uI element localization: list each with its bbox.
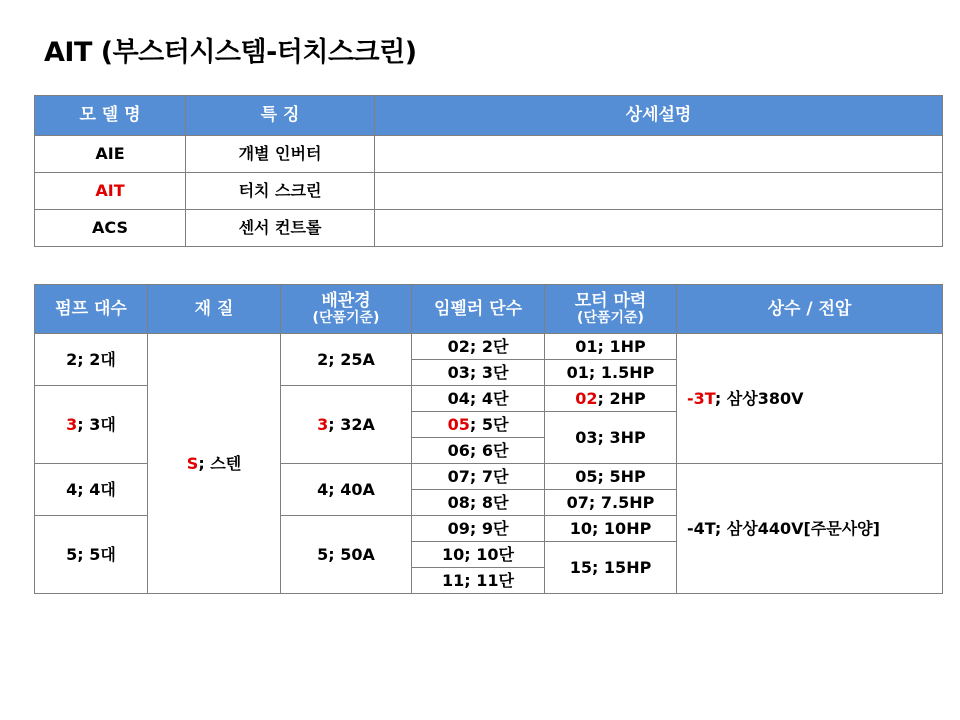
pipe-cell bbox=[281, 516, 412, 594]
impeller-desc: ; 2단 bbox=[469, 336, 509, 356]
header-motor-sub: (단품기준) bbox=[577, 309, 644, 326]
motor-cell bbox=[545, 360, 677, 386]
phase-code: -3T bbox=[687, 388, 715, 408]
motor-code: 05 bbox=[575, 466, 598, 486]
impeller-desc: ; 6단 bbox=[469, 440, 509, 460]
model-cell: ACS bbox=[35, 210, 186, 247]
pump-desc: ; 3대 bbox=[77, 414, 116, 434]
feature-cell: 센서 컨트롤 bbox=[186, 210, 375, 247]
pump-code: 2 bbox=[66, 349, 78, 369]
detail-cell bbox=[375, 210, 943, 247]
header-pipe-sub: (단품기준) bbox=[312, 309, 380, 326]
impeller-code: 11 bbox=[442, 570, 465, 590]
pump-desc: ; 5대 bbox=[77, 544, 116, 564]
impeller-cell bbox=[412, 568, 545, 594]
motor-desc: ; 3HP bbox=[597, 427, 646, 447]
motor-cell bbox=[545, 490, 677, 516]
impeller-desc: ; 7단 bbox=[469, 466, 509, 486]
material-desc: ; 스텐 bbox=[198, 453, 242, 473]
feature-cell: 터치 스크린 bbox=[186, 173, 375, 210]
impeller-cell bbox=[412, 334, 545, 360]
header-pump-count: 펌프 대수 bbox=[35, 285, 148, 334]
pump-count-cell bbox=[35, 516, 148, 594]
detail-cell bbox=[375, 173, 943, 210]
impeller-code: 06 bbox=[447, 440, 470, 460]
pipe-desc: ; 50A bbox=[328, 544, 375, 564]
pump-count-cell bbox=[35, 464, 148, 516]
header-pipe-label: 배관경 bbox=[321, 290, 371, 311]
motor-desc: ; 5HP bbox=[597, 466, 646, 486]
impeller-cell bbox=[412, 438, 545, 464]
phase-desc: ; 삼상440V[주문사양] bbox=[714, 518, 880, 538]
motor-cell bbox=[545, 386, 677, 412]
pump-count-cell bbox=[35, 386, 148, 464]
motor-cell bbox=[545, 334, 677, 360]
impeller-code: 09 bbox=[447, 518, 470, 538]
model-table-header bbox=[35, 96, 943, 136]
impeller-cell bbox=[412, 360, 545, 386]
pipe-code: 5 bbox=[317, 544, 329, 564]
phase-code: -4T bbox=[687, 518, 715, 538]
spec-table-header bbox=[35, 285, 943, 334]
feature-cell: 개별 인버터 bbox=[186, 136, 375, 173]
motor-desc: ; 15HP bbox=[591, 557, 652, 577]
impeller-cell bbox=[412, 464, 545, 490]
impeller-desc: ; 10단 bbox=[464, 544, 514, 564]
impeller-code: 05 bbox=[447, 414, 470, 434]
header-impeller: 임펠러 단수 bbox=[412, 285, 545, 334]
table-row bbox=[35, 210, 943, 247]
pump-desc: ; 2대 bbox=[77, 349, 116, 369]
material-cell bbox=[148, 334, 281, 594]
header-material: 재 질 bbox=[148, 285, 281, 334]
pipe-cell bbox=[281, 334, 412, 386]
motor-desc: ; 1HP bbox=[597, 336, 646, 356]
motor-code: 15 bbox=[569, 557, 592, 577]
header-feature: 특 징 bbox=[186, 96, 375, 136]
pump-code: 5 bbox=[66, 544, 78, 564]
spec-code-table bbox=[34, 284, 943, 594]
impeller-code: 08 bbox=[447, 492, 470, 512]
table-row bbox=[35, 136, 943, 173]
header-motor-label: 모터 마력 bbox=[574, 290, 647, 311]
pump-code: 3 bbox=[66, 414, 78, 434]
motor-cell bbox=[545, 542, 677, 594]
impeller-desc: ; 9단 bbox=[469, 518, 509, 538]
header-motor bbox=[545, 285, 677, 334]
detail-cell bbox=[375, 136, 943, 173]
impeller-cell bbox=[412, 412, 545, 438]
impeller-cell bbox=[412, 490, 545, 516]
motor-code: 07 bbox=[566, 492, 589, 512]
impeller-desc: ; 4단 bbox=[469, 388, 509, 408]
model-table bbox=[34, 95, 943, 247]
pipe-desc: ; 25A bbox=[328, 349, 375, 369]
phase-cell bbox=[677, 334, 943, 464]
impeller-code: 10 bbox=[442, 544, 465, 564]
motor-cell bbox=[545, 516, 677, 542]
pump-desc: ; 4대 bbox=[77, 479, 116, 499]
pump-count-cell bbox=[35, 334, 148, 386]
header-phase: 상수 / 전압 bbox=[677, 285, 943, 334]
impeller-code: 07 bbox=[447, 466, 470, 486]
header-pipe bbox=[281, 285, 412, 334]
motor-code: 02 bbox=[575, 388, 598, 408]
model-cell: AIE bbox=[35, 136, 186, 173]
motor-code: 01 bbox=[566, 362, 589, 382]
impeller-code: 04 bbox=[447, 388, 470, 408]
impeller-desc: ; 8단 bbox=[469, 492, 509, 512]
motor-cell bbox=[545, 412, 677, 464]
impeller-desc: ; 11단 bbox=[464, 570, 514, 590]
header-detail: 상세설명 bbox=[375, 96, 943, 136]
pipe-desc: ; 32A bbox=[328, 414, 375, 434]
pipe-cell bbox=[281, 386, 412, 464]
motor-desc: ; 10HP bbox=[591, 518, 652, 538]
impeller-desc: ; 5단 bbox=[469, 414, 509, 434]
impeller-cell bbox=[412, 516, 545, 542]
impeller-cell bbox=[412, 386, 545, 412]
page-title: AIT (부스터시스템-터치스크린) bbox=[44, 37, 417, 68]
model-cell: AIT bbox=[35, 173, 186, 210]
phase-desc: ; 삼상380V bbox=[714, 388, 804, 408]
pipe-code: 2 bbox=[317, 349, 329, 369]
impeller-code: 02 bbox=[447, 336, 470, 356]
motor-code: 01 bbox=[575, 336, 598, 356]
pipe-code: 3 bbox=[317, 414, 329, 434]
table-row bbox=[35, 173, 943, 210]
motor-desc: ; 1.5HP bbox=[588, 362, 655, 382]
impeller-code: 03 bbox=[447, 362, 470, 382]
motor-code: 03 bbox=[575, 427, 598, 447]
motor-desc: ; 2HP bbox=[597, 388, 646, 408]
table-row bbox=[35, 334, 943, 360]
pump-code: 4 bbox=[66, 479, 78, 499]
motor-desc: ; 7.5HP bbox=[588, 492, 655, 512]
pipe-code: 4 bbox=[317, 479, 329, 499]
impeller-desc: ; 3단 bbox=[469, 362, 509, 382]
motor-cell bbox=[545, 464, 677, 490]
impeller-cell bbox=[412, 542, 545, 568]
header-model: 모 델 명 bbox=[35, 96, 186, 136]
pipe-cell bbox=[281, 464, 412, 516]
material-code: S bbox=[186, 453, 199, 473]
phase-cell bbox=[677, 464, 943, 594]
motor-code: 10 bbox=[569, 518, 592, 538]
pipe-desc: ; 40A bbox=[328, 479, 375, 499]
